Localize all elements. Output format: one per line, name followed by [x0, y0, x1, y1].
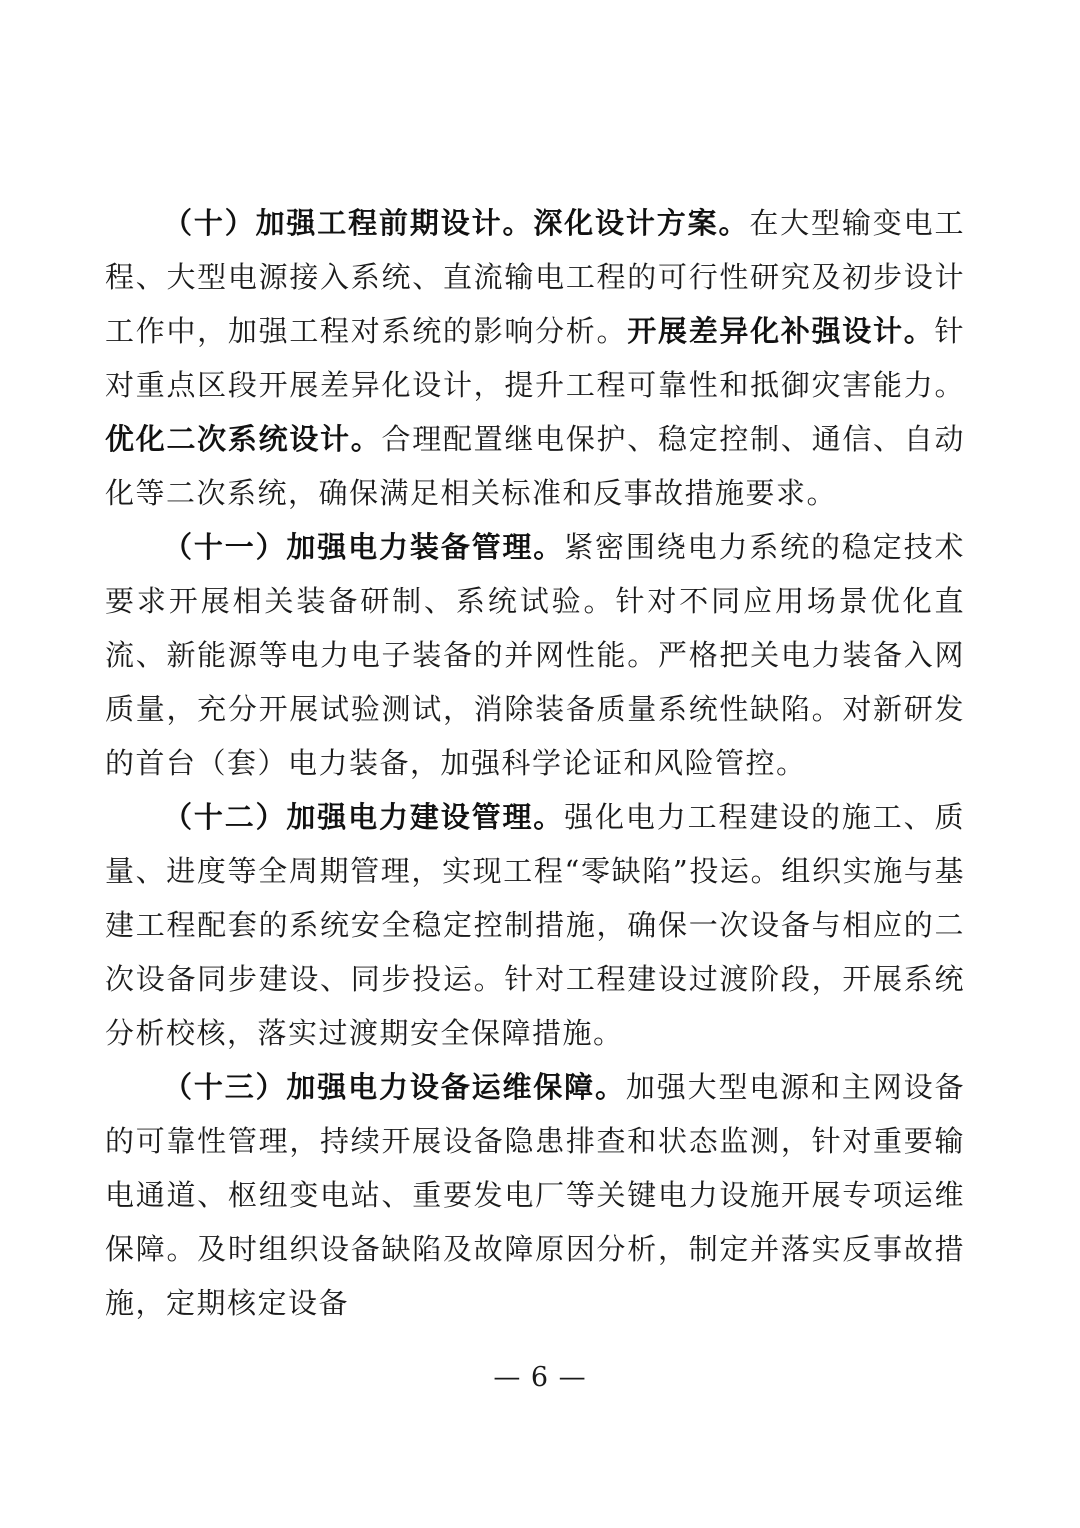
subheading-differentiated-design: 开展差异化补强设计。 [627, 314, 935, 348]
paragraph-13 [105, 1060, 965, 1330]
paragraph-text: 强化电力工程建设的施工、质量、进度等全周期管理，实现工程“零缺陷”投运。组织实施与基建工程配套的系统安全稳定控制措施，确保一次设备与相应的二次设备同步建设、同步投运。针对工程建设过渡阶段，开展系统分析校核，落实过渡期安全保障措施。 [105, 800, 965, 1050]
paragraph-text: 紧密围绕电力系统的稳定技术要求开展相关装备研制、系统试验。针对不同应用场景优化直流、新能源等电力电子装备的并网性能。严格把关电力装备入网质量，充分开展试验测试，消除装备质量系统性缺陷。对新研发的首台（套）电力装备，加强科学论证和风险管控。 [105, 530, 965, 780]
page-number: — 6 — [493, 1362, 587, 1393]
paragraph-text: 合理配置继电保护、稳定控制、通信、自动化等二次系统，确保满足相关标准和反事故措施要求。 [105, 422, 965, 510]
heading-11: （十一）加强电力装备管理。 [163, 530, 565, 564]
heading-12: （十二）加强电力建设管理。 [163, 800, 565, 834]
heading-13: （十三）加强电力设备运维保障。 [163, 1070, 626, 1104]
subheading-deepen-design: 深化设计方案。 [533, 206, 750, 240]
paragraph-text: 加强大型电源和主网设备的可靠性管理，持续开展设备隐患排查和状态监测，针对重要输电通道、枢纽变电站、重要发电厂等关键电力设施开展专项运维保障。及时组织设备缺陷及故障原因分析，制定并落实反事故措施，定期核定设备 [105, 1070, 965, 1320]
subheading-secondary-system: 优化二次系统设计。 [105, 422, 382, 456]
paragraph-text: 针对重点区段开展差异化设计，提升工程可靠性和抵御灾害能力。 [105, 314, 965, 402]
paragraph-text: 在大型输变电工程、大型电源接入系统、直流输电工程的可行性研究及初步设计工作中，加强工程对系统的影响分析。 [105, 206, 965, 348]
document-body [105, 196, 965, 1330]
paragraph-11 [105, 520, 965, 790]
heading-10: （十）加强工程前期设计。 [163, 206, 534, 240]
paragraph-12 [105, 790, 965, 1060]
paragraph-10 [105, 196, 965, 520]
